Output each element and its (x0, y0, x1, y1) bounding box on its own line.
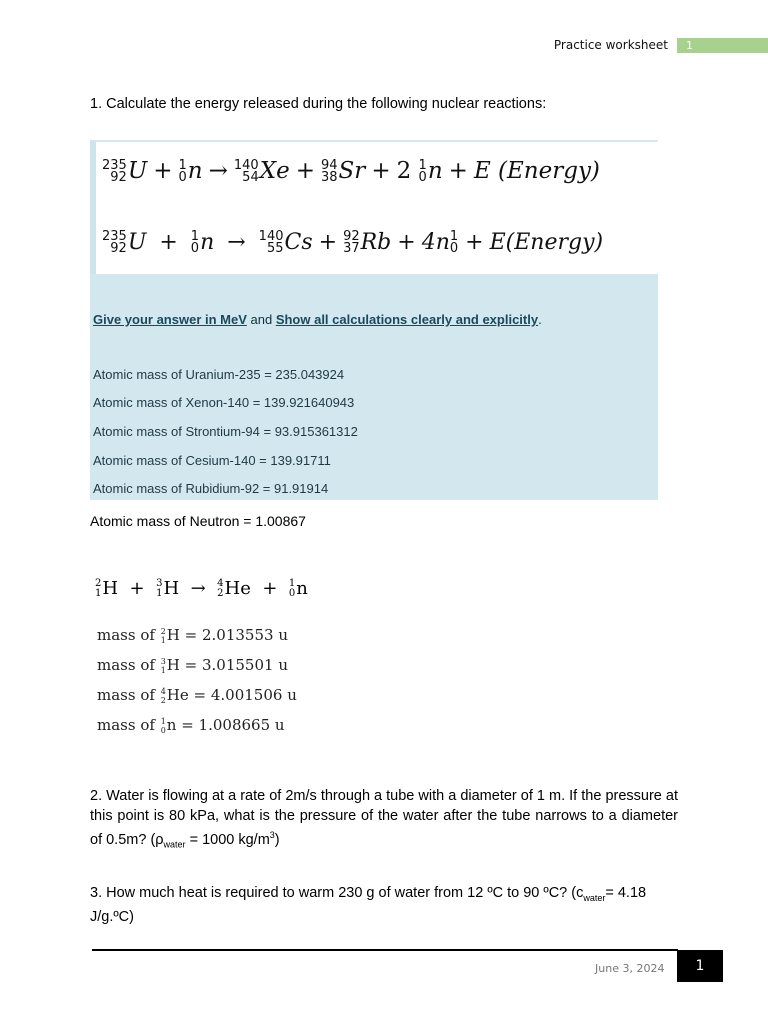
header-page-badge: 1 (686, 39, 693, 52)
fission-equation-1: 235 92 U + 1 0 n → 140 54 Xe + 94 38 Sr + 2 1 0 n + E (Energy) (102, 158, 600, 185)
question-1-prompt: 1. Calculate the energy released during the following nuclear reactions: (90, 96, 547, 112)
header-title: Practice worksheet (553, 38, 668, 52)
mass-xenon: Atomic mass of Xenon-140 = 139.921640943 (93, 395, 355, 410)
fission-equation-2: 235 92 U + 1 0 n → 140 55 Cs + 92 37 Rb + 4n 1 0 + E(Energy) (102, 229, 604, 256)
fusion-mass-deuterium: mass of 2 1 H = 2.013553 u (97, 626, 288, 645)
fusion-mass-neutron: mass of 1 0 n = 1.008665 u (97, 716, 285, 735)
footer-page-number: 1 (677, 950, 723, 982)
question-3: 3. How much heat is required to warm 230 g of water from 12 ºC to 90 ºC? ($c_{water}= 4.18$ J/g.ºC) (90, 885, 647, 926)
mass-rubidium: Atomic mass of Rubidium-92 = 91.91914 (93, 481, 329, 496)
mass-cesium: Atomic mass of Cesium-140 = 139.91711 (93, 453, 331, 468)
mass-uranium: Atomic mass of Uranium-235 = 235.043924 (93, 367, 345, 382)
mass-neutron: Atomic mass of Neutron = 1.00867 (90, 513, 306, 529)
fusion-equation: 2 1 H + 3 1 H → 4 2 He + 1 0 n (95, 578, 308, 599)
equation-image (90, 140, 658, 274)
fusion-mass-helium: mass of 4 2 He = 4.001506 u (97, 686, 297, 705)
mass-strontium: Atomic mass of Strontium-94 = 93.915361312 (93, 424, 358, 439)
question-2: 2. Water is flowing at a rate of 2m/s through a tube with a diameter of 1 m. If the pressure at this point is 80 kPa, what is the pressure of the water after the tube narrows to a diameter of 0.5m? ($\rho_{water} = 1000$ $kg/m^3$) (90, 788, 678, 850)
footer-rule (92, 949, 678, 951)
given-data-panel (90, 274, 658, 500)
fusion-mass-tritium: mass of 3 1 H = 3.015501 u (97, 656, 288, 675)
footer-date: June 3, 2024 (595, 962, 665, 975)
instruction-text: Give your answer in MeV and Show all calculations clearly and explicitly. (93, 312, 542, 327)
